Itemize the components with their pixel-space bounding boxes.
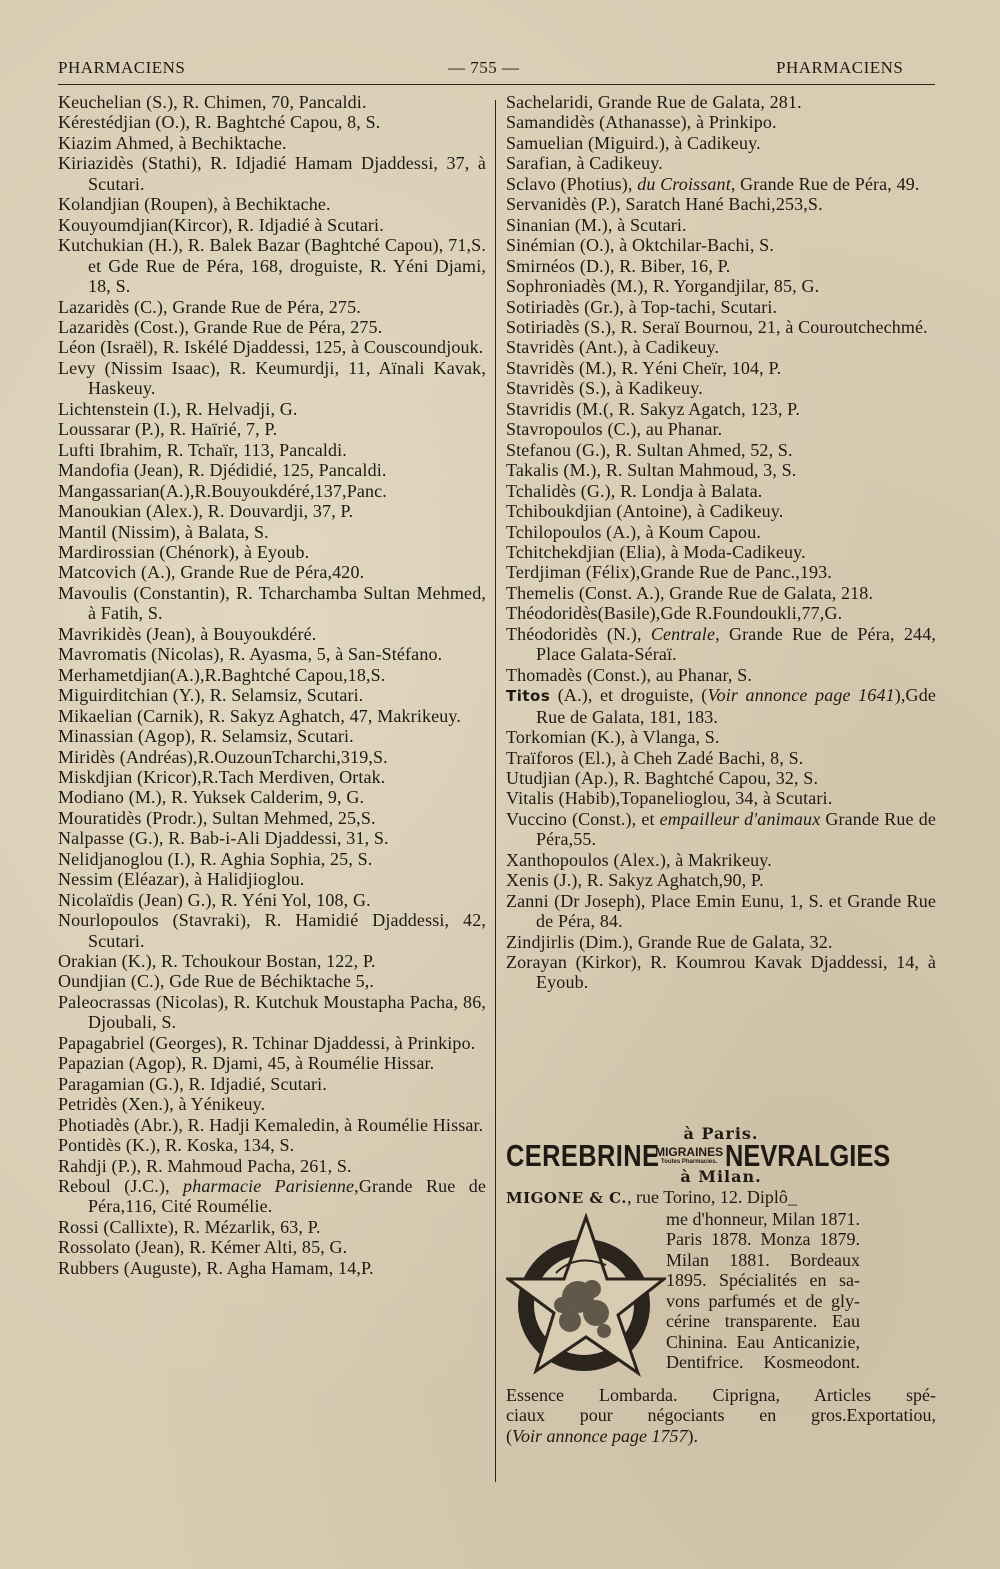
ad-side-line: cérine transparente. Eau [666, 1311, 860, 1332]
entry-text: ),Gde Rue de Galata, 181, 183. [536, 685, 936, 727]
directory-entry: Mouratidès (Prodr.), Sultan Mehmed, 25,S. [58, 807, 376, 828]
directory-entry: Mikaelian (Carnik), R. Sakyz Aghatch, 47, Makrikeuy. [58, 705, 462, 726]
directory-entry: Sarafian, à Cadikeuy. [506, 153, 663, 174]
entry-text: , Grande Rue de Péra, 49. [730, 173, 920, 194]
directory-entry: Nicolaïdis (Jean) G.), R. Yéni Yol, 108, G. [58, 889, 371, 910]
directory-entry: Sachelaridi, Grande Rue de Galata, 281. [506, 92, 802, 112]
ad-company-name: MIGONE & C. [506, 1189, 628, 1208]
directory-entry: Traïforos (El.), à Cheh Zadé Bachi, 8, S. [506, 747, 804, 768]
page-number: — 755 — [448, 58, 520, 77]
directory-entry: Kérestédjian (O.), R. Baghtché Capou, 8, S. [58, 112, 381, 133]
directory-entry: Rossolato (Jean), R. Kémer Alti, 85, G. [58, 1237, 348, 1258]
directory-entry: Sotiriadès (Gr.), à Top-tachi, Scutari. [506, 296, 778, 317]
directory-entry: Mantil (Nissim), à Balata, S. [58, 521, 269, 542]
directory-entry: Stavridès (Ant.), à Cadikeuy. [506, 337, 720, 358]
directory-entry: Paragamian (G.), R. Idjadié, Scutari. [58, 1073, 327, 1094]
directory-entry: Modiano (M.), R. Yuksek Calderim, 9, G. [58, 787, 365, 808]
directory-entry: Sotiriadès (S.), R. Seraï Bournou, 21, à Couroutchechmé. [506, 316, 928, 337]
ad-side-line: Chinina. Eau Anticanizie, [666, 1331, 860, 1352]
entry-bold-name: Titos [506, 687, 551, 706]
entry-italic-text: Voir annonce page 1641 [707, 685, 895, 706]
directory-entry [506, 685, 936, 727]
directory-entry: Manoukian (Alex.), R. Douvardji, 37, P. [58, 501, 354, 522]
directory-entry: Smirnéos (D.), R. Biber, 16, P. [506, 255, 731, 276]
ad-side-line: 1895. Spécialités en sa- [666, 1270, 860, 1291]
directory-entry: Vitalis (Habib),Topanelioglou, 34, à Scutari. [506, 788, 833, 809]
entry-italic-text: pharmacie Parisienne [183, 1176, 355, 1197]
directory-entry: Kouyoumdjian(Kircor), R. Idjadié à Scutari. [58, 214, 384, 235]
directory-entry: Photiadès (Abr.), R. Hadji Kemaledin, à Roumélie Hissar. [58, 1114, 484, 1135]
entry-text: Théodoridès (N.), [506, 623, 651, 644]
directory-entry: Papagabriel (Georges), R. Tchinar Djaddessi, à Prinkipo. [58, 1032, 476, 1053]
directory-entry: Mavrikidès (Jean), à Bouyoukdéré. [58, 623, 317, 644]
directory-entry: Stavridès (S.), à Kadikeuy. [506, 378, 703, 399]
entry-text: Grande Rue de Péra,55. [536, 808, 936, 850]
directory-entry: Sinanian (M.), à Scutari. [506, 214, 687, 235]
ad-reference-open: ( [506, 1425, 512, 1446]
directory-entry: Mandofia (Jean), R. Djédidié, 125, Pancaldi. [58, 460, 387, 481]
directory-entry: Terdjiman (Félix),Grande Rue de Panc.,193. [506, 562, 832, 583]
directory-entry: Mavromatis (Nicolas), R. Ayasma, 5, à San-Stéfano. [58, 644, 443, 665]
ad-side-text [666, 1209, 860, 1385]
directory-entry: Nalpasse (G.), R. Bab-i-Ali Djaddessi, 31, S. [58, 828, 389, 849]
directory-entry [506, 174, 936, 194]
directory-entry: Lazaridès (C.), Grande Rue de Péra, 275. [58, 296, 361, 317]
directory-entry: Rubbers (Auguste), R. Agha Hamam, 14,P. [58, 1257, 374, 1278]
directory-entry: Nourlopoulos (Stavraki), R. Hamidié Djaddessi, 42, Scutari. [58, 910, 486, 951]
ad-brand-line [506, 1138, 936, 1174]
header-rule [58, 84, 935, 85]
directory-entry: Rossi (Callixte), R. Mézarlik, 63, P. [58, 1216, 321, 1237]
ad-side-line: Milan 1881. Bordeaux [666, 1249, 860, 1270]
directory-entry: Mardirossian (Chénork), à Eyoub. [58, 541, 310, 562]
entry-text: Vuccino (Const.), et [506, 808, 660, 829]
star-medal-logo-icon [506, 1213, 666, 1385]
ad-brand-name: CEREBRINE [506, 1138, 660, 1174]
entry-text: (A.), et droguiste, ( [550, 685, 708, 706]
directory-entry: Zorayan (Kirkor), R. Koumrou Kavak Djaddessi, 14, à Eyoub. [506, 952, 936, 993]
directory-entry: Pontidès (K.), R. Koska, 134, S. [58, 1135, 295, 1156]
directory-entry: Théodoridès(Basile),Gde R.Foundoukli,77,G. [506, 603, 843, 624]
directory-entry: Kutchukian (H.), R. Balek Bazar (Baghtché Capou), 71,S. et Gde Rue de Péra, 168, droguiste, R. Yéni Djami, 18, S. [58, 235, 486, 297]
directory-entry: Lichtenstein (I.), R. Helvadji, G. [58, 398, 298, 419]
ad-side-line: vons parfumés et de gly- [666, 1290, 860, 1311]
directory-entry: Zanni (Dr Joseph), Place Emin Eunu, 1, S. et Grande Rue de Péra, 84. [506, 890, 936, 932]
directory-entry: Kolandjian (Roupen), à Bechiktache. [58, 194, 331, 215]
directory-entry: Sophroniadès (M.), R. Yorgandjilar, 85, G. [506, 276, 820, 297]
directory-entry: Samuelian (Miguird.), à Cadikeuy. [506, 132, 761, 153]
ad-company-address: , rue Torino, 12. Diplô_ [627, 1187, 797, 1208]
directory-entry: Papazian (Agop), R. Djami, 45, à Roumélie Hissar. [58, 1053, 435, 1074]
directory-entry: Keuchelian (S.), R. Chimen, 70, Pancaldi. [58, 92, 367, 112]
ad-full-line: ciaux pour négociants en gros.Exportatiou, [506, 1405, 936, 1426]
ad-brand-nevralgies: NEVRALGIES [725, 1138, 891, 1174]
directory-entry: Samandidès (Athanasse), à Prinkipo. [506, 112, 777, 133]
directory-entry: Takalis (M.), R. Sultan Mahmoud, 3, S. [506, 460, 797, 481]
directory-entry: Stavridès (M.), R. Yéni Cheïr, 104, P. [506, 357, 782, 378]
ad-city-paris: à Paris. [683, 1124, 759, 1143]
ad-brand-pharmacies: Toutes Pharmacies. [660, 1158, 718, 1165]
directory-entry: Miguirditchian (Y.), R. Selamsiz, Scutari. [58, 685, 364, 706]
right-column [506, 92, 936, 993]
running-header-right: PHARMACIENS [776, 58, 904, 77]
ad-reference-close: ). [687, 1425, 698, 1446]
directory-entry: Lazaridès (Cost.), Grande Rue de Péra, 275. [58, 316, 383, 337]
running-header-left: PHARMACIENS [58, 58, 186, 77]
directory-entry: Matcovich (A.), Grande Rue de Péra,420. [58, 562, 365, 583]
directory-entry: Torkomian (K.), à Vlanga, S. [506, 727, 720, 748]
directory-entry: Zindjirlis (Dim.), Grande Rue de Galata, 32. [506, 931, 833, 952]
ad-side-line: Dentifrice. Kosmeodont. [666, 1351, 860, 1372]
directory-entry [58, 1176, 486, 1217]
column-divider [495, 100, 496, 1482]
entry-italic-text: Centrale [650, 623, 716, 644]
ad-full-text [506, 1385, 936, 1426]
directory-entry: Loussarar (P.), R. Haïrié, 7, P. [58, 419, 278, 440]
directory-entry: Kiazim Ahmed, à Bechiktache. [58, 132, 287, 153]
directory-entry: Levy (Nissim Isaac), R. Keumurdji, 11, Aïnali Kavak, Haskeuy. [58, 357, 486, 399]
directory-entry: Sinémian (O.), à Oktchilar-Bachi, S. [506, 235, 774, 256]
ad-side-line: me d'honneur, Milan 1871. [666, 1208, 860, 1229]
directory-entry: Minassian (Agop), R. Selamsiz, Scutari. [58, 726, 354, 747]
directory-entry: Lufti Ibrahim, R. Tchaïr, 113, Pancaldi. [58, 439, 347, 460]
directory-entry: Servanidès (P.), Saratch Hané Bachi,253,S. [506, 194, 823, 215]
directory-entry: Tchiboukdjian (Antoine), à Cadikeuy. [506, 501, 784, 522]
ad-reference-text: Voir annonce page 1757 [512, 1425, 688, 1446]
directory-entry: Merhametdjian(A.),R.Baghtché Capou,18,S. [58, 664, 386, 685]
directory-entry: Nelidjanoglou (I.), R. Aghia Sophia, 25, S. [58, 848, 373, 869]
directory-entry: Utudjian (Ap.), R. Baghtché Capou, 32, S. [506, 767, 819, 788]
advertisement [506, 1124, 936, 1446]
directory-entry [506, 809, 936, 850]
entry-italic-text: empailleur d'animaux [659, 808, 821, 829]
directory-entry: Mavoulis (Constantin), R. Tcharchamba Sultan Mehmed, à Fatih, S. [58, 582, 486, 624]
directory-entry [506, 624, 936, 665]
directory-entry: Kiriazidès (Stathi), R. Idjadié Hamam Djaddessi, 37, à Scutari. [58, 153, 486, 194]
directory-entry: Petridès (Xen.), à Yénikeuy. [58, 1094, 266, 1115]
directory-entry: Stavropoulos (C.), au Phanar. [506, 419, 723, 440]
directory-entry: Stefanou (G.), R. Sultan Ahmed, 52, S. [506, 439, 793, 460]
directory-entry: Oundjian (C.), Gde Rue de Béchiktache 5,. [58, 971, 375, 992]
ad-city-milan: à Milan. [680, 1166, 762, 1186]
directory-entry: Miskdjian (Kricor),R.Tach Merdiven, Ortak. [58, 766, 386, 787]
entry-text: Sclavo (Photius), [506, 173, 638, 194]
ad-brand-tagline [655, 1144, 724, 1167]
ad-brand-migraines: MIGRAINES [655, 1144, 724, 1159]
directory-entry: Orakian (K.), R. Tchoukour Bostan, 122, P. [58, 951, 376, 972]
directory-entry: Thomadès (Const.), au Phanar, S. [506, 664, 753, 685]
directory-entry: Paleocrassas (Nicolas), R. Kutchuk Moustapha Pacha, 86, Djoubali, S. [58, 991, 486, 1033]
ad-body [506, 1209, 936, 1385]
left-column [58, 92, 486, 1278]
entry-italic-text: du Croissant [637, 173, 731, 194]
directory-entry: Xanthopoulos (Alex.), à Makrikeuy. [506, 849, 772, 870]
directory-entry: Mangassarian(A.),R.Bouyoukdéré,137,Panc. [58, 480, 387, 501]
entry-text: ,Grande Rue de Péra,116, Cité Roumélie. [88, 1176, 487, 1217]
directory-entry: Léon (Israël), R. Iskélé Djaddessi, 125, à Couscoundjouk. [58, 337, 484, 358]
entry-text: , Grande Rue de Péra, 244, Place Galata-Séraï. [536, 623, 936, 665]
entry-text: Reboul (J.C.), [58, 1176, 184, 1197]
directory-entry: Themelis (Const. A.), Grande Rue de Galata, 218. [506, 582, 874, 603]
ad-full-line: Essence Lombarda. Ciprigna, Articles spé- [506, 1384, 936, 1405]
ad-reference [506, 1426, 936, 1446]
directory-entry: Tchalidès (G.), R. Londja à Balata. [506, 480, 763, 501]
directory-entry: Stavridis (M.(, R. Sakyz Agatch, 123, P. [506, 398, 800, 419]
directory-entry: Miridès (Andréas),R.OuzounTcharchi,319,S. [58, 746, 388, 767]
directory-entry: Rahdji (P.), R. Mahmoud Pacha, 261, S. [58, 1155, 352, 1176]
ad-side-line: Paris 1878. Monza 1879. [666, 1229, 860, 1250]
directory-entry: Tchilopoulos (A.), à Koum Capou. [506, 521, 762, 542]
ad-company-line [506, 1187, 936, 1208]
directory-entry: Xenis (J.), R. Sakyz Aghatch,90, P. [506, 870, 764, 891]
directory-entry: Tchitchekdjian (Elia), à Moda-Cadikeuy. [506, 541, 806, 562]
directory-entry: Nessim (Eléazar), à Halidjioglou. [58, 869, 305, 890]
